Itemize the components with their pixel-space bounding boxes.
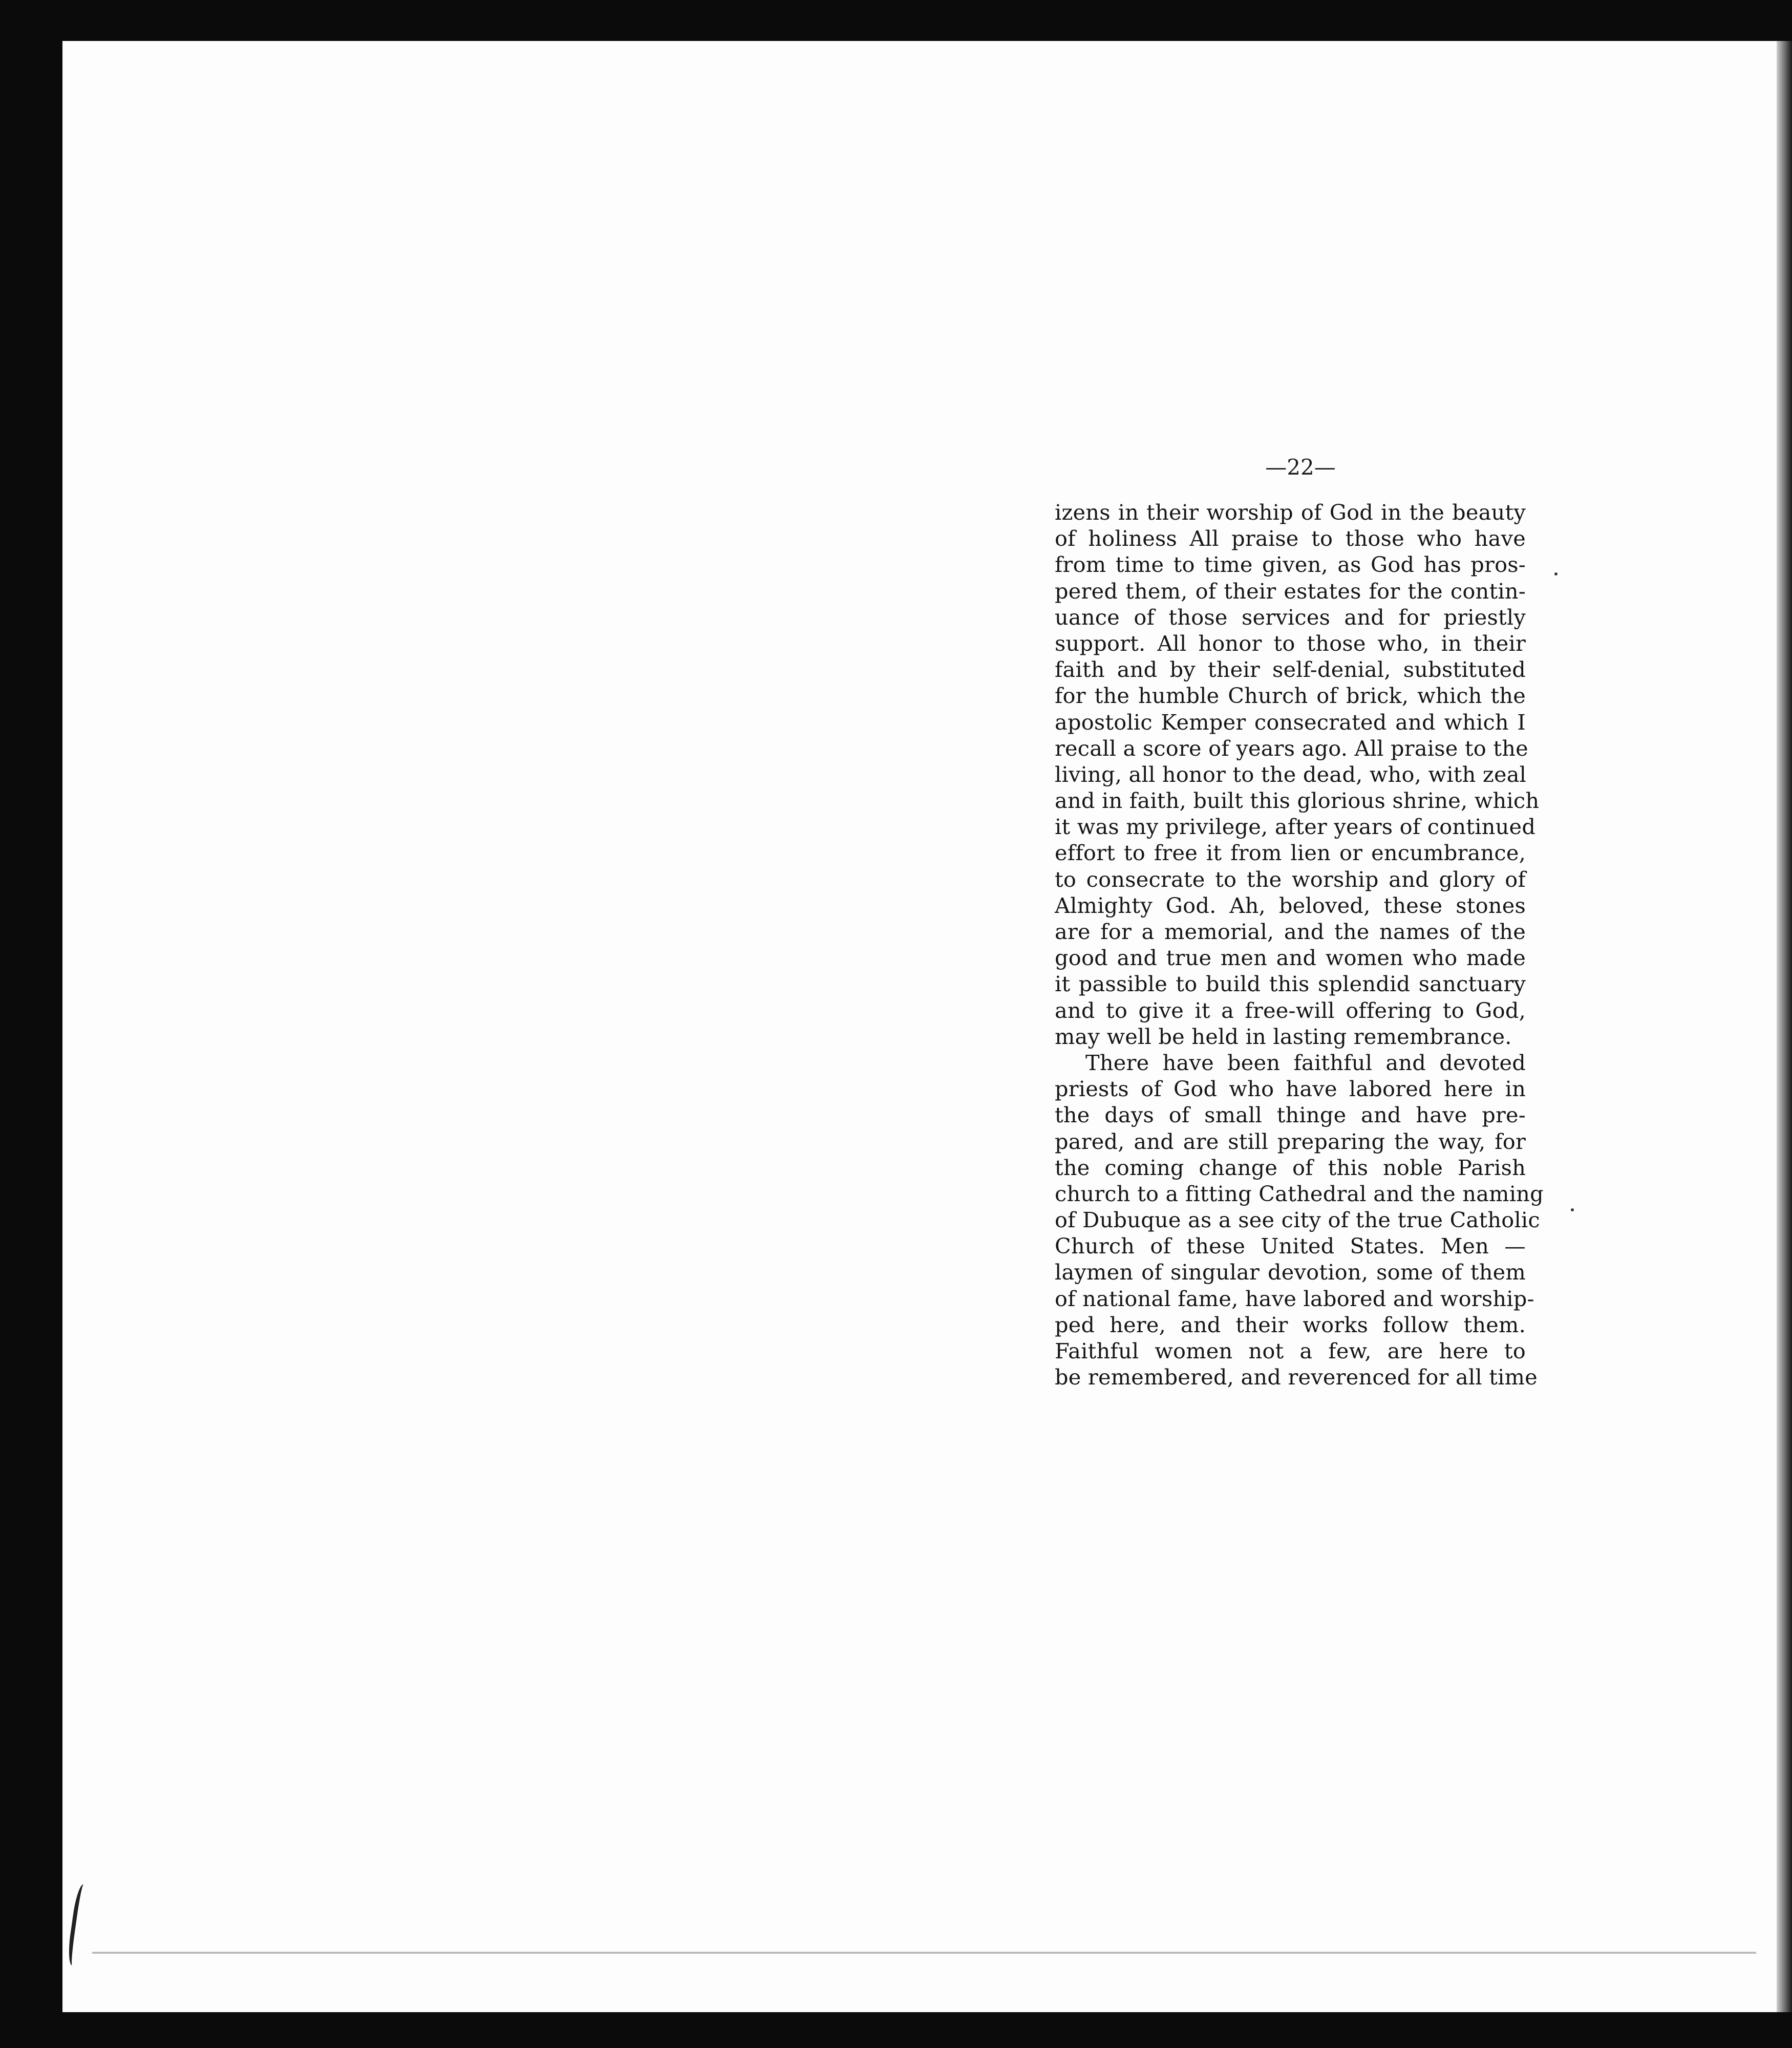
text-line: priests of God who have labored here in — [1055, 1076, 1526, 1102]
text-line: the coming change of this noble Parish — [1055, 1155, 1526, 1180]
text-line: of Dubuque as a see city of the true Catholic — [1055, 1207, 1540, 1233]
text-line: Church of these United States. Men — — [1055, 1233, 1526, 1259]
text-line: ped here, and their works follow them. — [1055, 1312, 1526, 1337]
text-line: apostolic Kemper consecrated and which I — [1055, 709, 1526, 735]
text-line: may well be held in lasting remembrance. — [1055, 1023, 1512, 1049]
text-line: Faithful women not a few, are here to — [1055, 1338, 1526, 1363]
text-line: be remembered, and reverenced for all time — [1055, 1364, 1538, 1390]
text-line: laymen of singular devotion, some of them — [1055, 1260, 1526, 1285]
text-line: There have been faithful and devoted — [1085, 1050, 1526, 1075]
text-line: it was my privilege, after years of continued — [1055, 814, 1536, 840]
body-text — [1055, 499, 1544, 1390]
text-line: izens in their worship of God in the beauty — [1055, 500, 1526, 525]
text-line: the days of small thinge and have pre- — [1055, 1102, 1526, 1128]
text-line: and to give it a free-will offering to God, — [1055, 997, 1526, 1023]
sheet-right-edge — [1777, 41, 1792, 2012]
bottom-rule — [92, 1952, 1756, 1954]
text-line: effort to free it from lien or encumbrance, — [1055, 840, 1526, 866]
text-line: it passible to build this splendid sanctuary — [1055, 971, 1526, 997]
text-line: pered them, of their estates for the contin- — [1055, 578, 1526, 604]
text-line: faith and by their self-denial, substituted — [1055, 657, 1526, 682]
paper-sheet — [62, 41, 1792, 2012]
text-line: uance of those services and for priestly — [1055, 604, 1526, 630]
text-line: and in faith, built this glorious shrine, which — [1055, 788, 1540, 814]
text-line: living, all honor to the dead, who, with zeal — [1055, 761, 1527, 787]
text-line: are for a memorial, and the names of the — [1055, 919, 1526, 944]
text-line: from time to time given, as God has pros- — [1055, 552, 1526, 578]
speck — [1554, 572, 1558, 575]
text-line: of holiness All praise to those who have — [1055, 526, 1526, 551]
text-line: support. All honor to those who, in their — [1055, 630, 1526, 656]
text-line: recall a score of years ago. All praise to the — [1055, 735, 1528, 761]
text-line: good and true men and women who made — [1055, 945, 1526, 971]
text-line: to consecrate to the worship and glory of — [1055, 866, 1526, 892]
text-line: for the humble Church of brick, which the — [1055, 683, 1526, 709]
speck — [1571, 1208, 1574, 1211]
text-line: church to a fitting Cathedral and the naming — [1055, 1181, 1544, 1206]
text-line: Almighty God. Ah, beloved, these stones — [1055, 892, 1526, 918]
text-line: of national fame, have labored and worship- — [1055, 1286, 1534, 1311]
page-number: —22— — [1265, 455, 1336, 480]
text-line: pared, and are still preparing the way, for — [1055, 1128, 1526, 1154]
